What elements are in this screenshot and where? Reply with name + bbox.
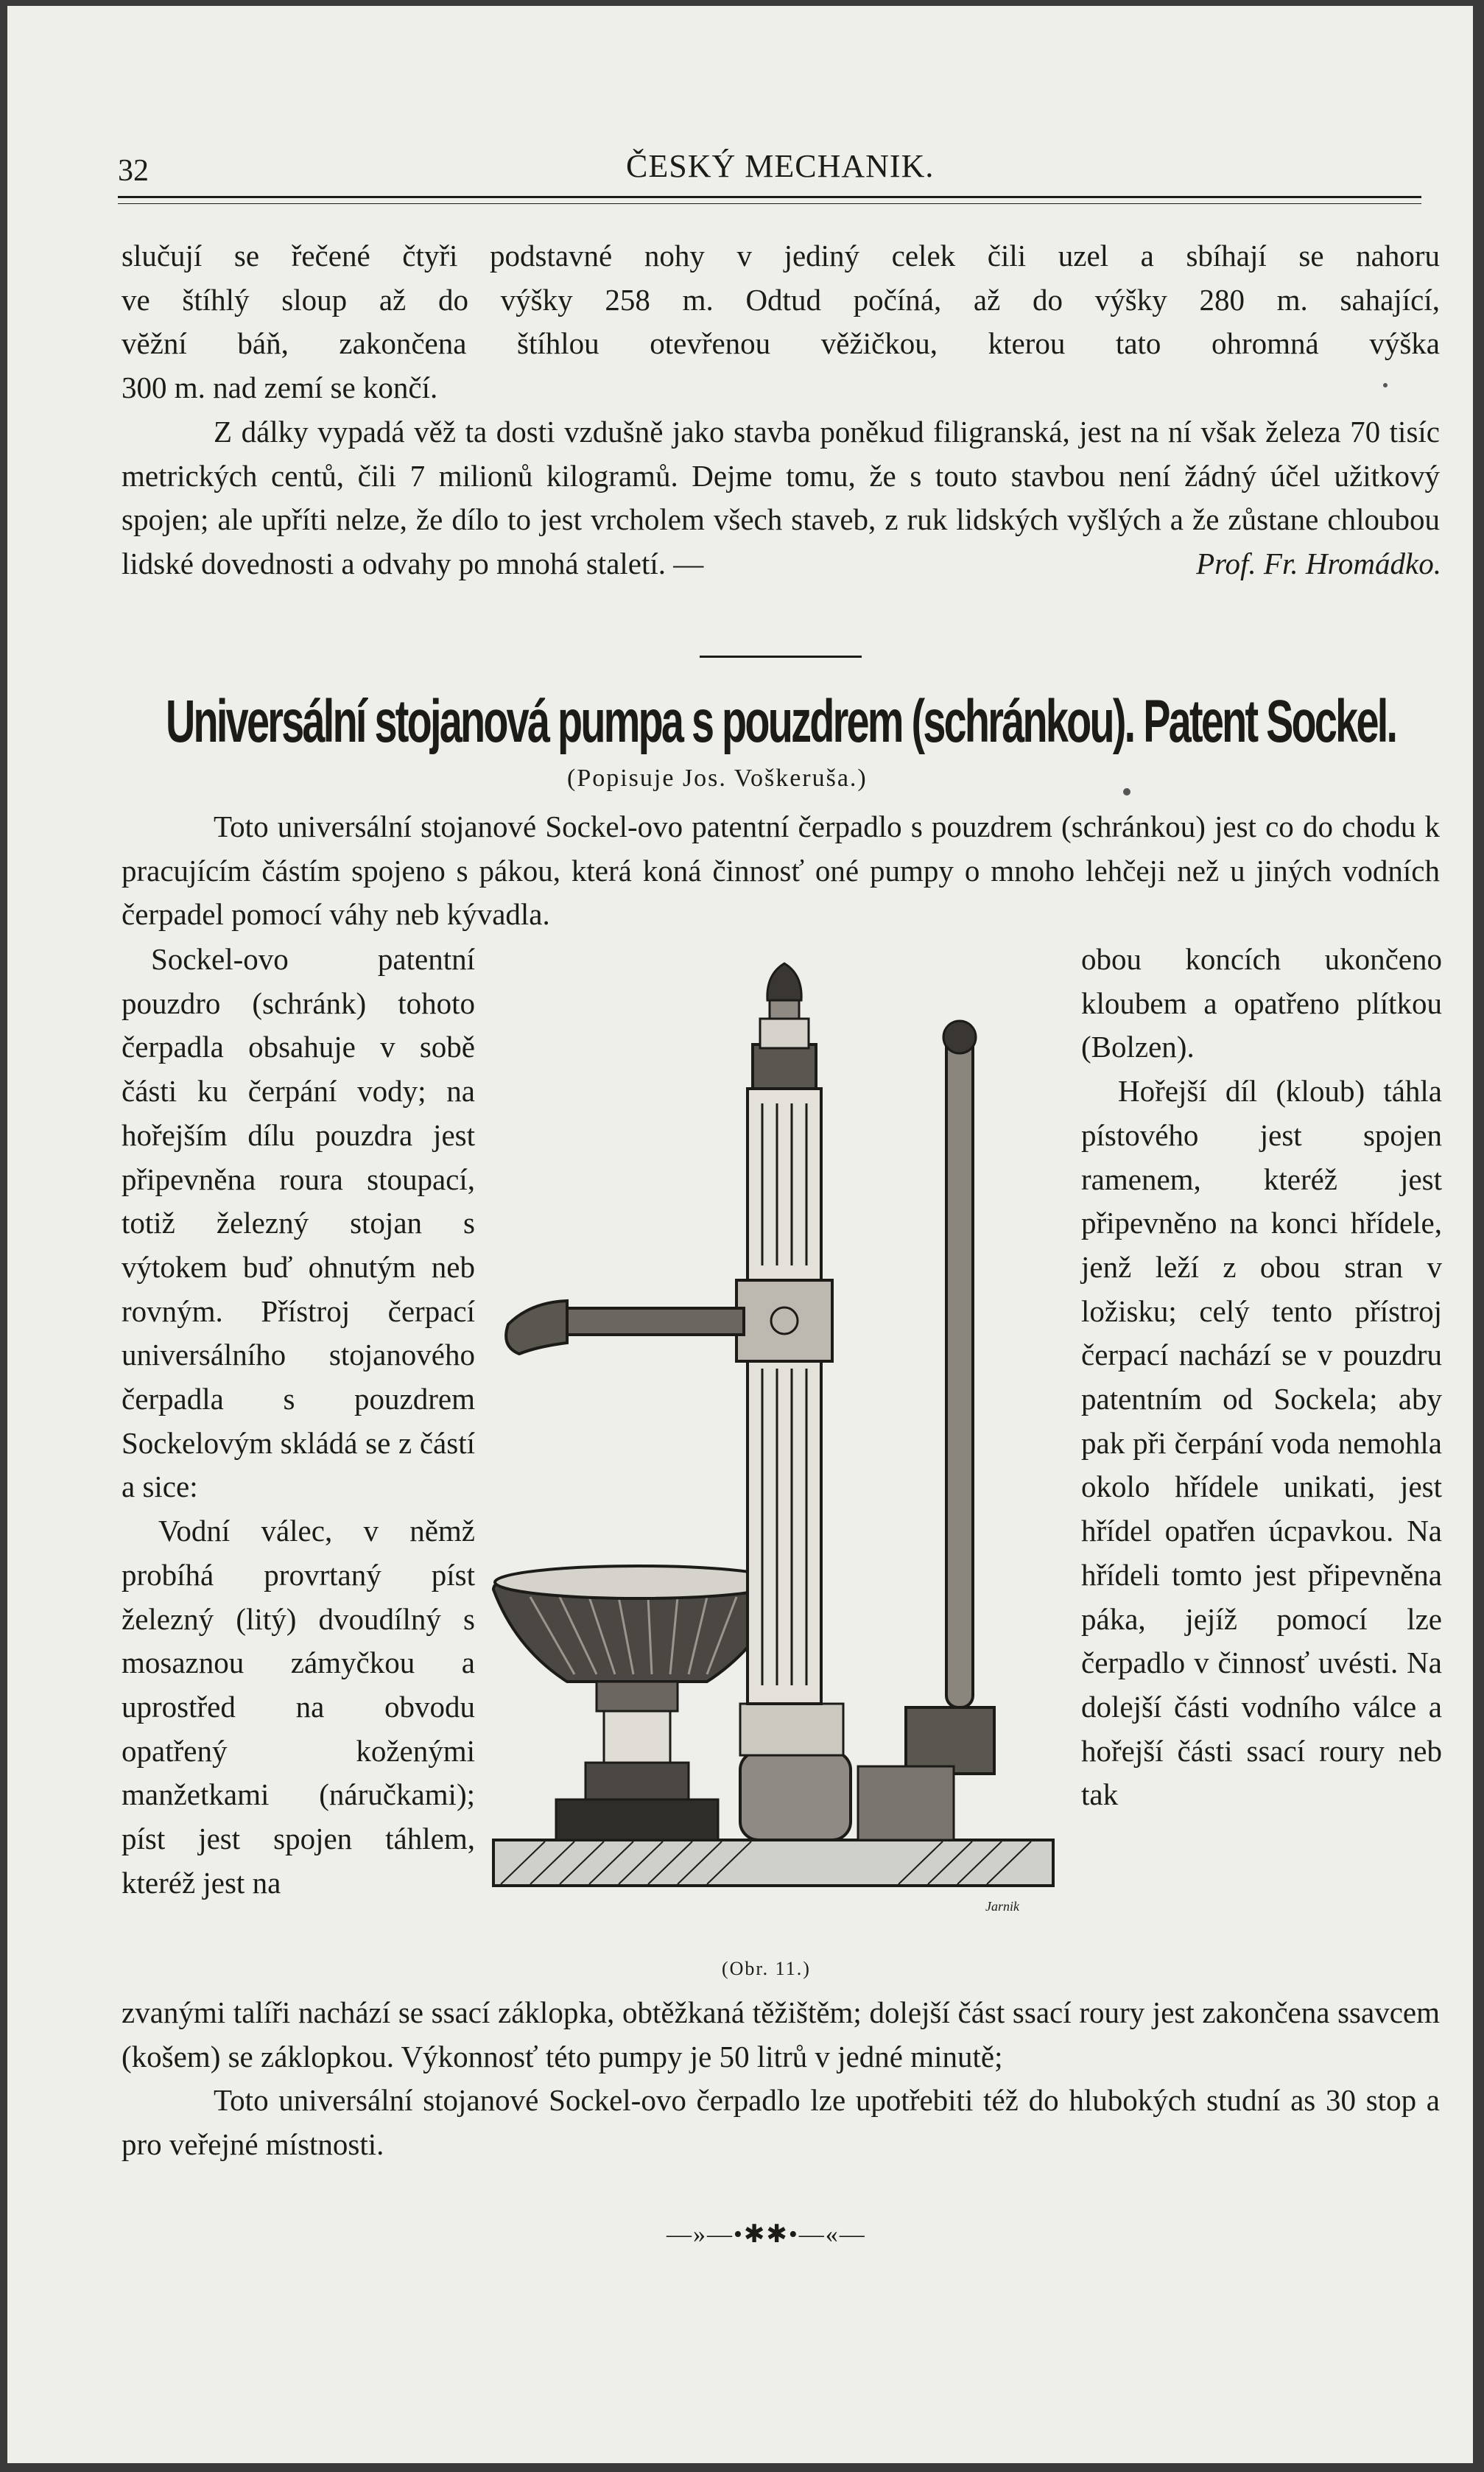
intro-line: vĕžní báň, zakončena štíhlou otevřenou věžičkou, kterou tato ohromná výška [122,326,1440,361]
right-column [1081,938,1442,1817]
page-number: 32 [118,154,149,188]
spout-head [506,1301,567,1354]
section-divider [700,656,862,658]
pump-lever [946,1022,973,1707]
right-column-paragraph: Hořejší díl (kloub) táhla pístového jest spojen ramenem, kteréž jest připevněno na konci hřídele, jenž leží z obou stran v ložisku; celý tento přístroj čerpací nachází se v pouzdru patentním od Sockela; aby pak při čerpání voda nemohla okolo hřídele unikati, jest hřídel opatřen úcpavkou. Na hřídeli tomto jest připevněna páka, jejíž pomocí lze čerpadlo v činnosť uvésti. Na dolejší části vodního válce a hořejší části ssací roury neb tak [1081,1074,1442,1812]
column-collar [736,1280,832,1361]
left-column [122,938,475,1905]
lever-mechanism [906,1707,994,1774]
right-column-paragraph: obou koncích ukončeno kloubem a opatřeno plítkou (Bolzen). [1081,942,1442,1064]
pump-housing [740,1752,851,1840]
figure-caption: (Obr. 11.) [722,1958,811,1979]
intro-line: 300 m. nad zemí se končí. [122,371,438,405]
intro-line: ve štíhlý sloup až do výšky 258 m. Odtud počíná, až do výšky 280 m. sahající, [122,282,1440,317]
base-platform [493,1840,1053,1886]
continuation-paragraph: zvanými talíři nachází se ssací záklopka, obtěžkaná těžištěm; dolejší část ssací roury jest zakončena ssavcem (košem) se záklopkou. Výkonnosť této pumpy je 50 litrů v jedné minutě; [122,1995,1440,2074]
basin-rim [495,1566,782,1598]
header-rule [118,196,1421,198]
finial [767,963,801,1000]
article-byline: (Popisuje Jos. Voškeruša.) [567,765,868,792]
left-column-paragraph: Sockel-ovo patentní pouzdro (schránk) tohoto čerpadla obsahuje v sobě části ku čerpání vody; na hořejším dílu pouzdra jest připevněna roura stoupací, totiž železný stojan s výtokem buď ohnutým neb rovným. Přístroj čerpací universálního stojanového čerpadla s pouzdrem Sockelovým skládá se z částí a sice: [122,942,475,1504]
author-signature: Prof. Fr. Hromádko. [1196,546,1441,580]
left-column-paragraph: Vodní válec, v němž probíhá provrtaný píst železný (litý) dvoudílný s mosaznou zámyčkou a uprostřed na obvodu opatřený koženými manžetkami (náručkami); píst jest spojen táhlem, kteréž jest na [122,1514,475,1900]
ink-speck [1123,788,1130,796]
pump-column [748,1089,821,1704]
article-lead [122,805,1440,937]
basin-pedestal [556,1799,718,1840]
pump-illustration [486,956,1068,1928]
end-ornament: —»—•✱✱•—«— [667,2221,866,2248]
final-paragraph: Toto universální stojanové Sockel-ovo čerpadlo lze upotřebiti též do hlubokých studní as 30 stop a pro veřejné místnosti. [122,2083,1440,2162]
intro-line: slučují se řečené čtyři podstavné nohy v jediný celek čili uzel a sbíhají se nahoru [122,239,1440,273]
article-continuation [122,1991,1440,2167]
intro-paragraph [122,410,1440,586]
lead-paragraph: Toto universální stojanové Sockel-ovo patentní čerpadlo s pouzdrem (schránkou) jest co do chodu k pracujícím částím spojeno s pákou, která koná činnosť oné pumpy o mnoho lehčeji než u jiných vodních čerpadel pomocí váhy neb kývadla. [122,810,1440,932]
header-rule-thin [118,203,1421,204]
page [7,6,1473,2463]
running-title: ČESKÝ MECHANIK. [626,148,935,184]
article-title: Universální stojanová pumpa s pouzdrem (schránkou). Patent Sockel. [166,688,1396,755]
intro-paragraph-text: Z dálky vypadá věž ta dosti vzdušně jako stavba poněkud filigranská, jest na ní však železa 70 tisíc metrických centů, čili 7 milionů kilogramů. Dejme tomu, že s touto stavbou není žádný účel užitkový spojen; ale upříti nelze, že dílo to jest vrcholem všech staveb, z ruk lidských vyšlých a že zůstane chloubou lidské dovednosti a odvahy po mnohá staletí. — [122,414,1440,580]
engraver-signature: Jarnik [985,1899,1019,1914]
intro-section [122,234,1440,586]
ink-speck [1383,383,1388,387]
spout-pipe [560,1308,744,1335]
